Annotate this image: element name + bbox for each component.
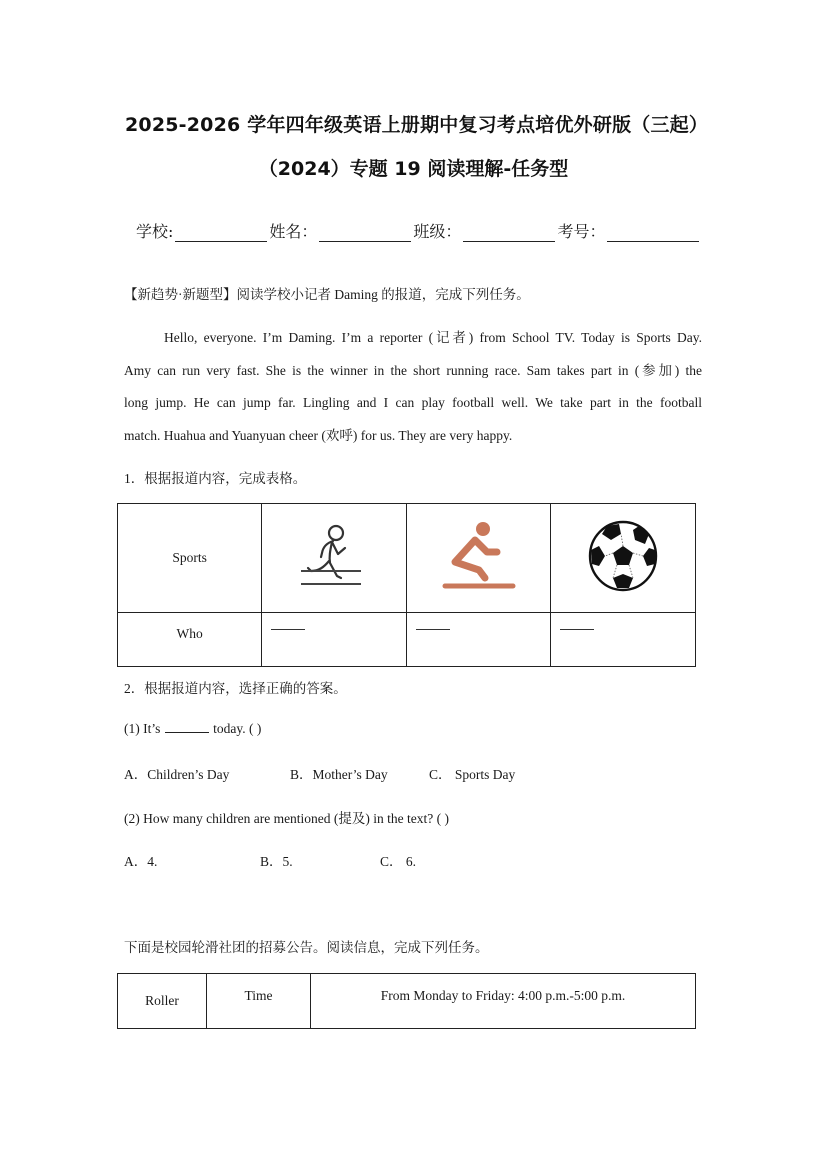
task1-prompt: 1．根据报道内容，完成表格。: [124, 471, 307, 486]
question-2-option-b[interactable]: B．5.: [260, 854, 293, 869]
school-field[interactable]: [175, 223, 267, 242]
name-field[interactable]: [319, 223, 411, 242]
question-1-option-a[interactable]: A．Children’s Day: [124, 767, 230, 782]
question-2-option-c[interactable]: C． 6.: [380, 854, 417, 869]
answer-blank[interactable]: [416, 629, 450, 630]
passage-line: Hello, everyone. I’m Daming. I’m a reporter (记者) from School TV. Today is Sports Day.: [164, 330, 702, 345]
question-1-option-c[interactable]: C． Sports Day: [429, 767, 516, 782]
question-1-option-b[interactable]: B．Mother’s Day: [290, 767, 388, 782]
school-label: 学校:: [136, 222, 174, 241]
running-icon: [299, 521, 369, 591]
answer-cell-football[interactable]: [551, 613, 696, 667]
passage-line: match. Huahua and Yuanyuan cheer (欢呼) for us. They are very happy.: [124, 427, 513, 443]
club-name-cell: Roller: [118, 974, 207, 1029]
document-title-line-1: 2025-2026 学年四年级英语上册期中复习考点培优外研版（三起）: [125, 114, 709, 136]
class-field[interactable]: [463, 223, 555, 242]
passage-line: long jump. He can jump far. Lingling and I can play football well. We take part in the football: [124, 395, 702, 410]
answer-cell-long-jump[interactable]: [406, 613, 551, 667]
name-label: 姓名：: [269, 222, 318, 241]
exam-number-field[interactable]: [607, 223, 699, 242]
question-2-stem: (2) How many children are mentioned (提及) in the text? ( ): [124, 811, 450, 826]
passage-line: Amy can run very fast. She is the winner in the short running race. Sam takes part in (参加) the: [124, 362, 702, 378]
sports-row-label: Sports: [118, 504, 262, 613]
answer-cell-running[interactable]: [262, 613, 407, 667]
time-value-cell: From Monday to Friday: 4:00 p.m.-5:00 p.m.: [311, 974, 696, 1029]
time-label-cell: Time: [207, 974, 311, 1029]
sports-table: [117, 503, 696, 667]
question-1: [124, 720, 261, 737]
reading-passage: [124, 322, 702, 452]
running-cell: [262, 504, 407, 613]
question-1-blank[interactable]: [165, 720, 209, 733]
question-1-stem-start: (1) It’s: [124, 721, 161, 736]
student-info-row: [136, 219, 701, 242]
answer-blank[interactable]: [560, 629, 594, 630]
question-1-stem-end: today. ( ): [213, 721, 262, 736]
answer-blank[interactable]: [271, 629, 305, 630]
task2-prompt: 2．根据报道内容，选择正确的答案。: [124, 681, 347, 696]
roller-club-table: [117, 973, 696, 1029]
document-title-line-2: （2024）专题 19 阅读理解-任务型: [258, 158, 569, 180]
long-jump-icon: [441, 520, 517, 592]
class-label: 班级：: [413, 222, 462, 241]
who-row-label: Who: [118, 613, 262, 667]
exam-number-label: 考号：: [557, 222, 606, 241]
long-jump-cell: [406, 504, 551, 613]
section1-intro: 【新趋势·新题型】阅读学校小记者 Daming 的报道，完成下列任务。: [124, 287, 530, 302]
football-cell: [551, 504, 696, 613]
football-icon: [587, 520, 659, 592]
section2-intro: 下面是校园轮滑社团的招募公告。阅读信息，完成下列任务。: [124, 940, 489, 955]
question-2-option-a[interactable]: A．4.: [124, 854, 158, 869]
